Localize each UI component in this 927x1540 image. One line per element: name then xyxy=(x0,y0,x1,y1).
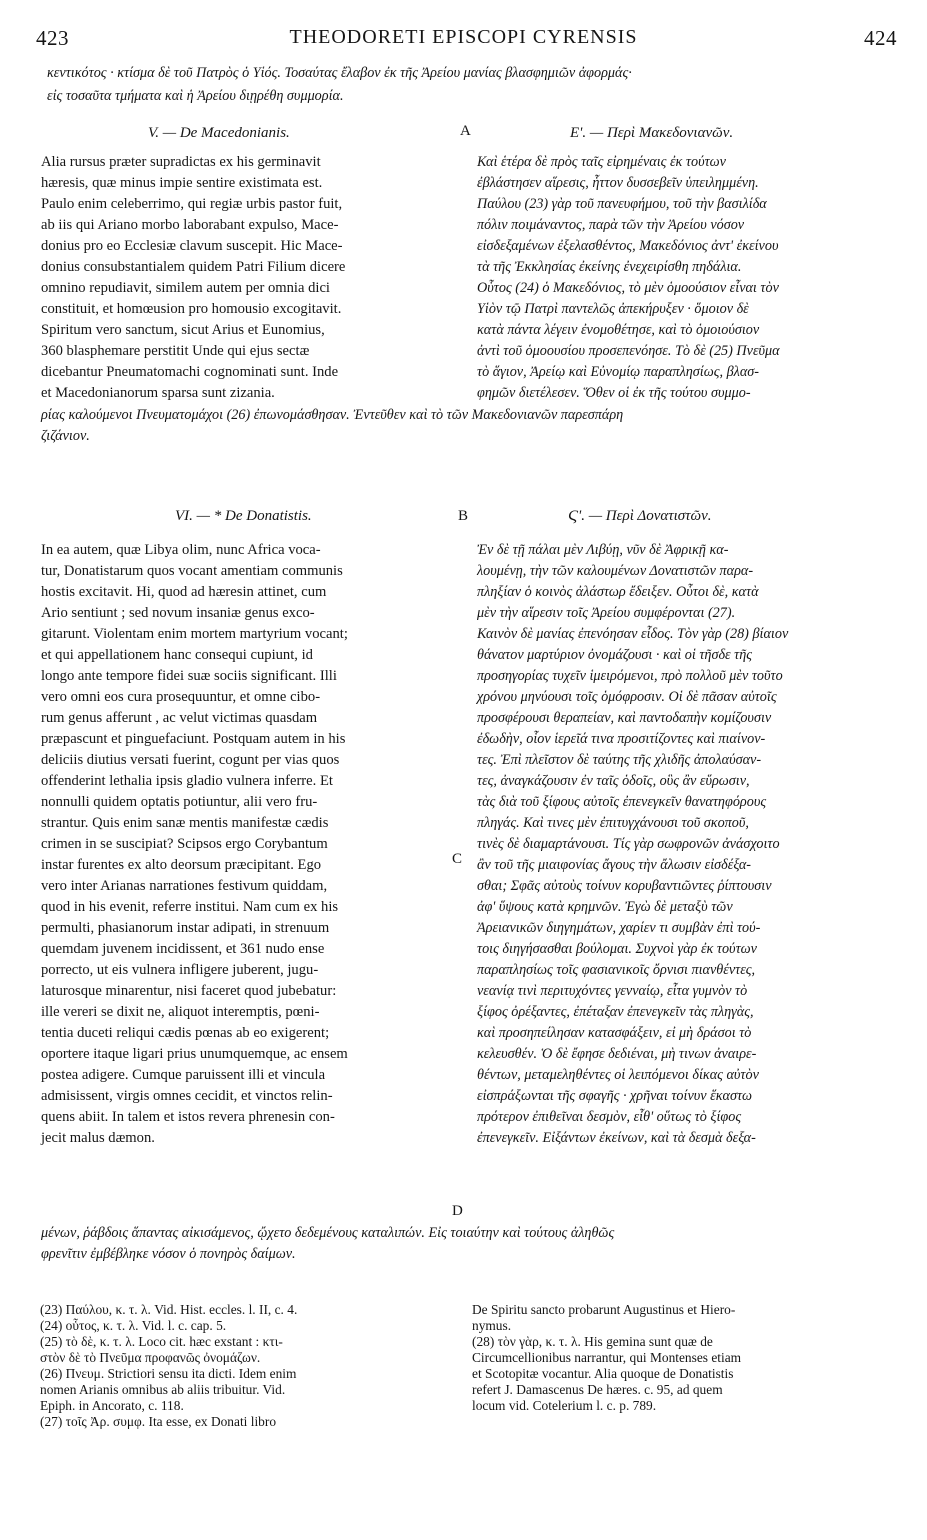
greek-fullwidth-line: μένων, ῥάβδοις ἅπαντας αἰκισάμενος, ᾤχετο δεδεμένους καταλιπών. Εἰς τοιαύτην καὶ τούτους ἀληθῶς xyxy=(41,1225,615,1241)
latin-line: præpascunt et pinguefaciunt. Postquam autem in his xyxy=(41,731,346,747)
greek-line: κελευσθέν. Ὁ δὲ ἔφησε δεδιέναι, μὴ τινων ἀναιρε- xyxy=(477,1046,757,1062)
latin-line: quod in his evenit, referre institui. Nam cum ex his xyxy=(41,899,339,915)
latin-line: Alia rursus præter supradictas ex his germinavit xyxy=(41,154,321,170)
footnote-line: Epiph. in Ancorato, c. 118. xyxy=(40,1398,184,1413)
greek-line: τὰ τῆς Ἐκκλησίας ἐκείνης ἐνεχειρίσθη πηδάλια. xyxy=(477,259,742,275)
latin-line: donius consubstantialem quidem Patri Filium dicere xyxy=(41,259,346,275)
footnote-line: refert J. Damascenus De hæres. c. 95, ad quem xyxy=(472,1382,723,1397)
greek-line: εἰσδεξαμένων ἐξελασθέντος, Μακεδόνιος ἀντ' ἐκείνου xyxy=(477,238,779,254)
latin-line: vero inter Arianas narrationes festivum quiddam, xyxy=(41,878,328,894)
footnote-line: nymus. xyxy=(472,1318,512,1333)
footnote-line: et Scotopitæ vocantur. Alia quoque de Donatistis xyxy=(472,1366,734,1381)
footnote-line: στὸν δὲ τὸ Πνεῦμα προφανῶς ὀνομάζων. xyxy=(40,1350,261,1365)
greek-line: πληξίαν ὁ κοινὸς ἀλάστωρ ἔδειξεν. Οὗτοι δὲ, κατὰ xyxy=(477,584,759,600)
latin-line: et qui appellationem hanc consequi cupiunt, id xyxy=(41,647,313,663)
greek-line: νεανίᾳ τινὶ περιτυχόντες γενναίῳ, εἶτα γυμνὸν τὸ xyxy=(477,983,748,999)
greek-line: Καινὸν δὲ μανίας ἐπενόησαν εἶδος. Τὸν γὰρ (28) βίαιον xyxy=(477,626,789,642)
latin-line: donius pro eo Ecclesiæ clavum suscepit. Hic Mace- xyxy=(41,238,343,254)
greek-line: παραπλησίως τοῖς φασιανικοῖς ὄρνισι πιανθέντες, xyxy=(477,962,756,978)
page-number-left: 423 xyxy=(36,26,69,50)
latin-line: laturosque minarentur, nisi faceret quod jubebatur: xyxy=(41,983,337,999)
column-marker-b: B xyxy=(458,508,469,524)
footnote-line: Circumcellionibus narrantur, qui Montenses etiam xyxy=(472,1350,742,1365)
greek-line: καὶ προσηπείλησαν κατασφάξειν, εἰ μὴ δράσοι τὸ xyxy=(477,1025,752,1041)
greek-fullwidth-line: ζιζάνιον. xyxy=(41,428,90,444)
greek-line: Οὗτος (24) ὁ Μακεδόνιος, τὸ μὲν ὁμοούσιον εἶναι τὸν xyxy=(477,280,779,296)
greek-line: πληγάς. Καὶ τινες μὲν ἐπιτυγχάνουσι τοῦ σκοποῦ, xyxy=(477,815,749,831)
column-marker-a: A xyxy=(460,123,471,139)
greek-line: ἀφ' ὕψους κατὰ κρημνῶν. Ἐγὼ δὲ μεταξὺ τῶν xyxy=(477,899,733,915)
greek-line: τες. Ἐπὶ πλεῖστον δὲ ταύτης τῆς χλιδῆς ἀπολαύσαν- xyxy=(477,752,762,768)
greek-line: τινὲς δὲ διαμαρτάνουσι. Τίς γὰρ σωφρονῶν ἀνάσχοιτο xyxy=(477,836,780,852)
latin-line: omnino repudiavit, similem autem per omnia dici xyxy=(41,280,330,296)
latin-line-with-column-number: 360 blasphemare perstitit Unde qui ejus sectæ xyxy=(41,343,310,359)
footnote-line: (27) τοῖς Ἀρ. συμφ. Ita esse, ex Donati libro xyxy=(40,1414,277,1429)
latin-line: hostis excitavit. Hi, quod ad hæresin attinet, cum xyxy=(41,584,327,600)
latin-line: strantur. Quis enim sanæ mentis manifestæ cædis xyxy=(41,815,329,831)
greek-line: ἐδωδὴν, οἷον ἱερεῖά τινα προσιτίζοντες καὶ πιαίνον- xyxy=(477,731,766,747)
greek-line: Καὶ ἑτέρα δὲ πρὸς ταῖς εἰρημέναις ἐκ τούτων xyxy=(477,154,726,170)
footnote-line: (28) τὸν γὰρ, κ. τ. λ. His gemina sunt quæ de xyxy=(472,1334,713,1349)
column-marker-d: D xyxy=(452,1203,463,1219)
footnote-line: De Spiritu sancto probarunt Augustinus et Hiero- xyxy=(472,1302,736,1317)
latin-line: tentia duceti reliqui cædis pœnas ab eo exigerent; xyxy=(41,1025,330,1041)
intro-line-2: εἰς τοσαῦτα τμήματα καὶ ἡ Ἀρείου διῃρέθη συμμορία. xyxy=(47,88,344,104)
latin-line: Paulo enim celeberrimo, qui regiæ urbis pastor fuit, xyxy=(41,196,343,212)
greek-line: ἐβλάστησεν αἵρεσις, ἧττον δυσσεβεῖν ὑπειλημμένη. xyxy=(477,175,759,191)
latin-line: constituit, et homœusion pro homousio excogitavit. xyxy=(41,301,342,317)
latin-line: quens abiit. In talem et istos revera phrenesin con- xyxy=(41,1109,335,1125)
latin-line: ab iis qui Ariano morbo laborabant expulso, Mace- xyxy=(41,217,339,233)
greek-line: προσηγορίας τυχεῖν ἱμειρόμενοι, πρὸ πολλοῦ μὲν τοῦτο xyxy=(477,668,783,684)
greek-line: Υἱὸν τῷ Πατρὶ παντελῶς ἀπεκήρυξεν · ὅμοιον δὲ xyxy=(477,301,749,317)
greek-line: θέντων, μεταμεληθέντες οἱ λειπόμενοι δίκας αὐτὸν xyxy=(477,1067,759,1083)
latin-line: porrecto, ut eis vulnera infligere juberent, jugu- xyxy=(41,962,319,978)
greek-line: τες, ἀναγκάζουσιν ἐν ταῖς ὁδοῖς, οὓς ἂν εὕρωσιν, xyxy=(477,773,750,789)
latin-line: Spiritum vero sanctum, sicut Arius et Eunomius, xyxy=(41,322,325,338)
greek-line: λουμένῃ, τὴν τῶν καλουμένων Δονατιστῶν παρα- xyxy=(477,563,754,579)
latin-line: Ario sentiunt ; sed novum insaniæ genus exco- xyxy=(41,605,315,621)
latin-line: oportere itaque ligari prius unumquemque, ac ensem xyxy=(41,1046,348,1062)
greek-line: πρότερον ἐπιθεῖναι δεσμὸν, εἶθ' οὕτως τὸ ξίφος xyxy=(477,1109,742,1125)
greek-line: Ἐν δὲ τῇ πάλαι μὲν Λιβύῃ, νῦν δὲ Ἀφρικῇ κα- xyxy=(477,542,729,558)
latin-line: tur, Donatistarum quos vocant amentiam communis xyxy=(41,563,343,579)
latin-line: jecit malus dæmon. xyxy=(41,1130,155,1146)
latin-line: vero omni eos cura prosequuntur, et omne cibo- xyxy=(41,689,321,705)
latin-line: hæresis, quæ minus impie sentire existimata est. xyxy=(41,175,323,191)
latin-line: deliciis diutius versati fuerint, cogunt per vias quos xyxy=(41,752,340,768)
greek-line: θάνατον μαρτύριον ὀνομάζουσι · καὶ οἱ τῆσδε τῆς xyxy=(477,647,753,663)
greek-line: σθαι; Σφᾶς αὐτοὺς τοίνυν κορυβαντιῶντες ῥίπτουσιν xyxy=(477,878,772,894)
greek-line: Παύλου (23) γὰρ τοῦ πανευφήμου, τοῦ τὴν βασιλίδα xyxy=(477,196,767,212)
page-number-right: 424 xyxy=(864,26,897,50)
latin-line: et Macedonianorum sparsa sunt zizania. xyxy=(41,385,275,401)
greek-line: Ἀρειανικῶν διηγημάτων, χαρίεν τι συμβὰν ἐπὶ τού- xyxy=(477,920,761,936)
latin-line: In ea autem, quæ Libya olim, nunc Africa voca- xyxy=(41,542,321,558)
latin-line: gitarunt. Violentam enim mortem martyrium vocant; xyxy=(41,626,348,642)
footnote-line: (24) οὗτος, κ. τ. λ. Vid. l. c. cap. 5. xyxy=(40,1318,227,1333)
running-title: THEODORETI EPISCOPI CYRENSIS xyxy=(289,26,638,48)
greek-line: μὲν τὴν αἵρεσιν τοῖς Ἀρείου συμφέρονται (27). xyxy=(477,605,736,621)
latin-line: admisissent, virgis omnes cecidit, et vinctos relin- xyxy=(41,1088,333,1104)
latin-line-with-column-number: quemdam juvenem incidissent, et 361 nudo ense xyxy=(41,941,325,957)
section-heading-greek: Ε'. — Περὶ Μακεδονιανῶν. xyxy=(570,125,734,141)
greek-line: τὰς διὰ τοῦ ξίφους αὐτοῖς ἐπενεγκεῖν θανατηφόρους xyxy=(477,794,767,810)
column-marker-c: C xyxy=(452,851,463,867)
greek-line: προσφέρουσι θεραπείαν, καὶ παντοδαπὴν κομίζουσιν xyxy=(477,710,772,726)
greek-line: τὸ ἅγιον, Ἀρείῳ καὶ Εὐνομίῳ παραπλησίως, βλασ- xyxy=(477,364,759,380)
latin-line: dicebantur Pneumatomachi cognominati sunt. Inde xyxy=(41,364,339,380)
greek-line: χρόνου μηνύουσι τοῖς ὁμόφροσιν. Οἱ δὲ πᾶσαν αὐτοῖς xyxy=(477,689,777,705)
section-heading-greek: Ϛ'. — Περὶ Δονατιστῶν. xyxy=(568,508,712,524)
footnote-line: locum vid. Cotelerium l. c. p. 789. xyxy=(472,1398,657,1413)
greek-line: ἐπενεγκεῖν. Εἰξάντων ἐκείνων, καὶ τὰ δεσμὰ δεξα- xyxy=(477,1130,756,1146)
greek-line: εἰσπράξωνται τῆς σφαγῆς · χρῆναι τοίνυν ἕκαστω xyxy=(477,1088,753,1104)
latin-line: postea adigere. Cumque paruissent illi et vincula xyxy=(41,1067,326,1083)
greek-line: ἂν τοῦ τῆς μιαιφονίας ἄγους τὴν ἄλωσιν εἰσδέξα- xyxy=(477,857,751,873)
section-heading-latin: VI. — * De Donatistis. xyxy=(175,508,312,524)
greek-fullwidth-line: ρίας καλούμενοι Πνευματομάχοι (26) ἐπωνομάσθησαν. Ἐντεῦθεν καὶ τὸ τῶν Μακεδονιανῶν παρεσπάρη xyxy=(41,407,624,423)
greek-line: κατὰ πάντα λέγειν ἐνομοθέτησε, καὶ τὸ ὁμοιούσιον xyxy=(477,322,760,338)
latin-line: offenderint lethalia ipsis gladio vulnera inferre. Et xyxy=(41,773,333,789)
section-heading-latin: V. — De Macedonianis. xyxy=(148,125,290,141)
greek-fullwidth-line: φρενῖτιν ἐμβέβληκε νόσον ὁ πονηρὸς δαίμων. xyxy=(41,1246,296,1262)
latin-line: ille vereri se dixit ne, aliquot interemptis, pœni- xyxy=(41,1004,320,1020)
footnote-line: nomen Arianis omnibus ab aliis tribuitur. Vid. xyxy=(40,1382,286,1397)
greek-line: πόλιν ποιμάναντος, παρὰ τῶν τὴν Ἀρείου νόσον xyxy=(477,217,745,233)
latin-line: nonnulli quidem optatis potiuntur, alii vero fru- xyxy=(41,794,318,810)
latin-line: permulti, phasianorum instar adipati, in strenuum xyxy=(41,920,330,936)
latin-line: instar furentes ex alto deorsum præcipitant. Ego xyxy=(41,857,322,873)
intro-line-1: κεντικότος · κτίσμα δὲ τοῦ Πατρὸς ὁ Υἱός. Τοσαύτας ἔλαβον ἐκ τῆς Ἀρείου μανίας βλασφημιῶν ἀφορμάς· xyxy=(47,65,632,81)
latin-line: crimen in se suscipiat? Scipsos ergo Corybantum xyxy=(41,836,328,852)
latin-line: longo ante tempore fidei suæ sociis significant. Illi xyxy=(41,668,337,684)
footnote-line: (25) τὸ δὲ, κ. τ. λ. Loco cit. hæc exstant : κτι- xyxy=(40,1334,283,1349)
footnote-line: (23) Παύλου, κ. τ. λ. Vid. Hist. eccles. l. II, c. 4. xyxy=(40,1302,298,1317)
greek-line: τοις διηγήσασθαι βούλομαι. Συχνοὶ γὰρ ἐκ τούτων xyxy=(477,941,757,957)
latin-line: rum genus afferunt , ac velut victimas quasdam xyxy=(41,710,318,726)
footnote-line: (26) Πνευμ. Strictiori sensu ita dicti. Idem enim xyxy=(40,1366,297,1381)
greek-line: φημῶν διετέλεσεν. Ὅθεν οἱ ἐκ τῆς τούτου συμμο- xyxy=(477,385,751,401)
greek-line: ἀντὶ τοῦ ὁμοουσίου προσεπενόησε. Τὸ δὲ (25) Πνεῦμα xyxy=(477,343,780,359)
greek-line: ξίφος ὀρέξαντες, ἐπέταξαν ἐπενεγκεῖν τὰς πληγὰς, xyxy=(477,1004,754,1020)
